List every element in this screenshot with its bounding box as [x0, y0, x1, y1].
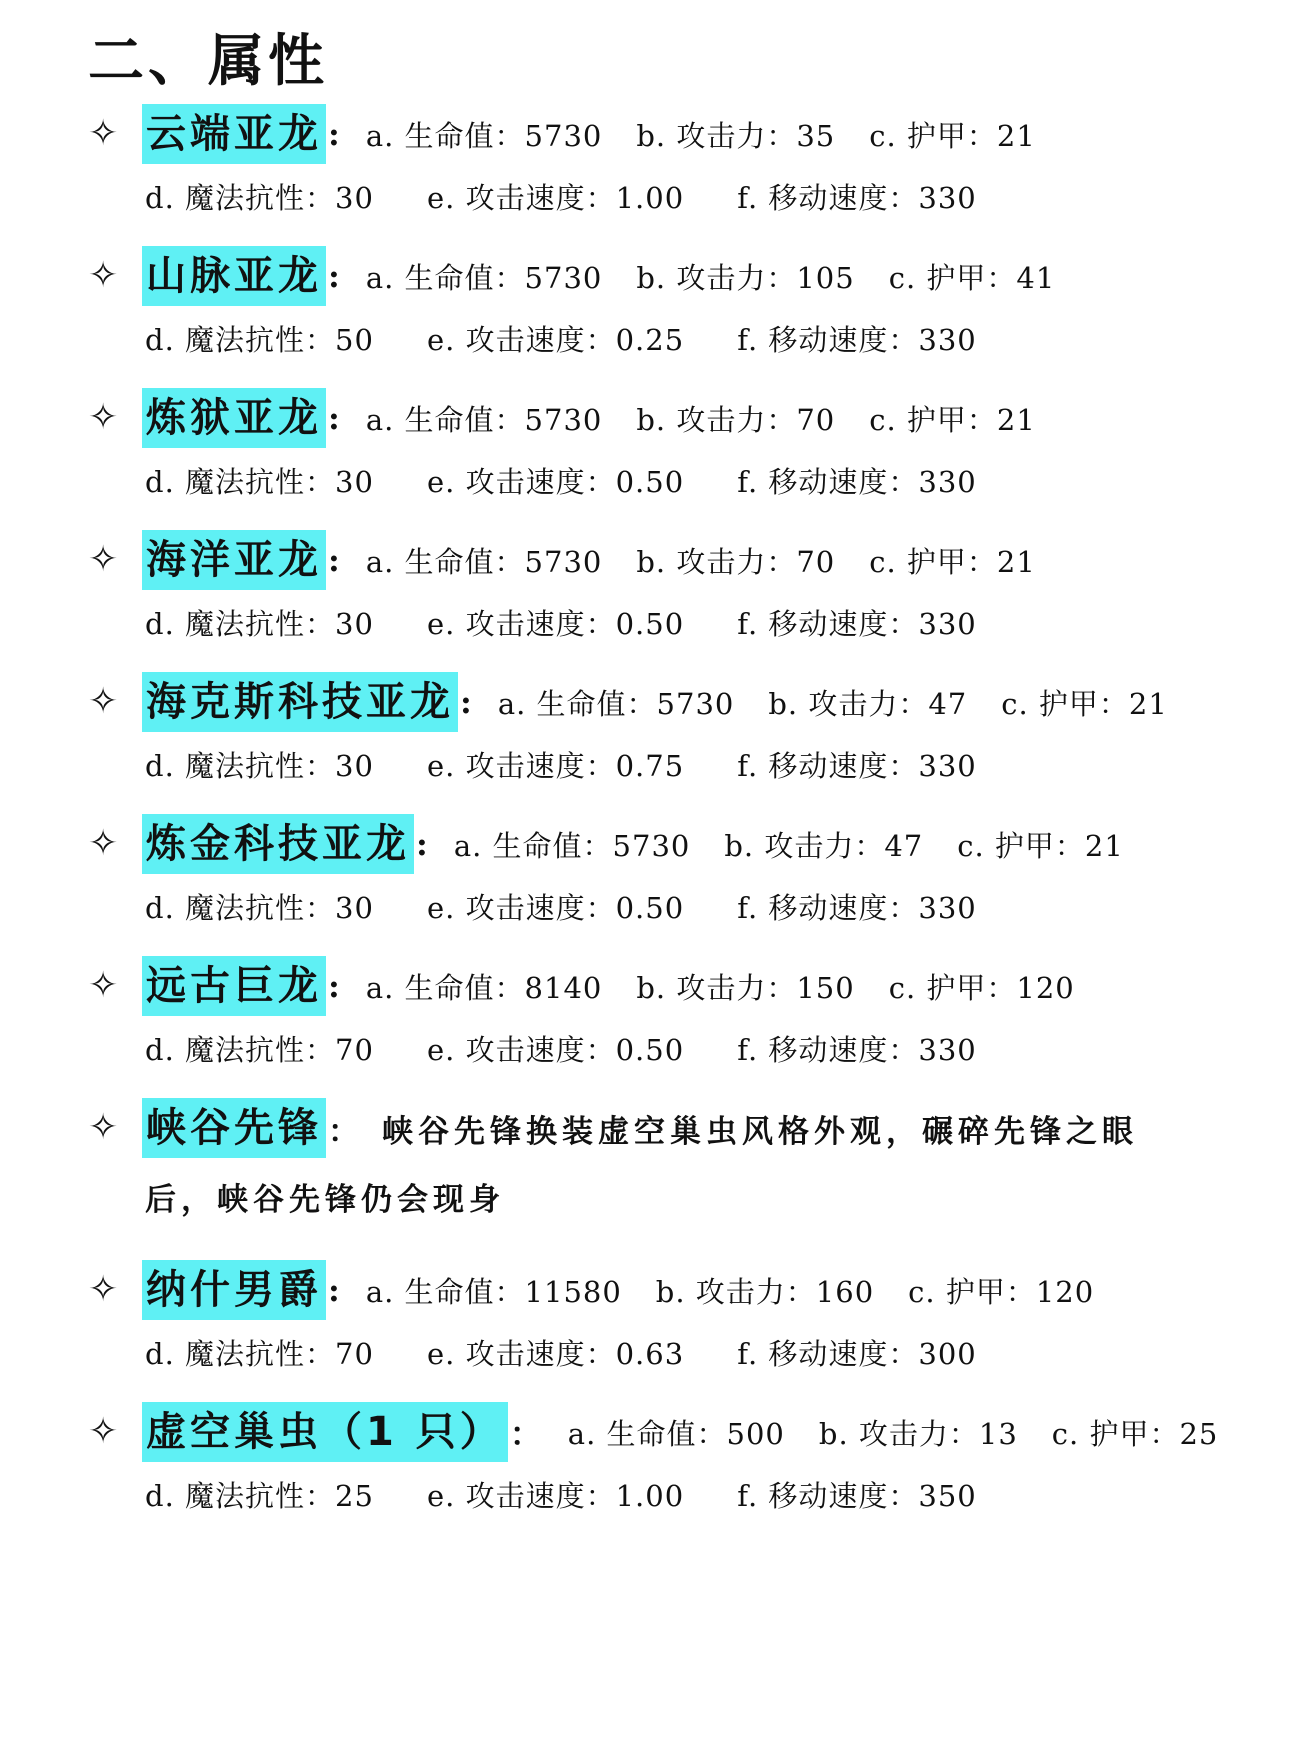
entry-line-1: [88, 1260, 1128, 1320]
monster-name: 远古巨龙: [142, 956, 326, 1016]
star-bullet-icon: ✧: [88, 255, 119, 296]
herald-description-line-2: 后，峡谷先锋仍会现身: [145, 1182, 505, 1218]
stat-attack-speed: e. 攻击速度：0.50: [427, 1033, 685, 1067]
stat-armor: c. 护甲：21: [1001, 686, 1168, 721]
stat-attack-speed: e. 攻击速度：0.50: [427, 465, 685, 499]
entry-line-2: [145, 176, 1025, 220]
monster-name: 海洋亚龙: [142, 530, 326, 590]
stat-attack: b. 攻击力：35: [636, 118, 836, 153]
entry-line-2: [145, 886, 1025, 930]
stat-hp: a. 生命值：500: [567, 1416, 785, 1451]
stat-attack-speed: e. 攻击速度：1.00: [427, 181, 685, 215]
stat-hp: a. 生命值：5730: [365, 402, 603, 437]
stat-armor: c. 护甲：25: [1051, 1416, 1219, 1451]
stat-move-speed: f. 移动速度：330: [737, 749, 977, 783]
monster-name: 海克斯科技亚龙: [142, 672, 458, 732]
colon: :: [328, 115, 340, 153]
stat-hp: a. 生命值：5730: [365, 118, 603, 153]
star-bullet-icon: ✧: [88, 681, 119, 722]
star-bullet-icon: ✧: [88, 539, 119, 580]
stat-magic-resist: d. 魔法抗性：30: [145, 891, 374, 925]
entry-line-2: [145, 318, 1025, 362]
stat-move-speed: f. 移动速度：330: [737, 181, 977, 215]
stat-attack: b. 攻击力：47: [724, 828, 924, 863]
stat-hp: a. 生命值：5730: [365, 544, 603, 579]
stat-move-speed: f. 移动速度：350: [737, 1479, 977, 1513]
stat-armor: c. 护甲：21: [869, 544, 1036, 579]
star-bullet-icon: ✧: [88, 397, 119, 438]
monster-name: 炼狱亚龙: [142, 388, 326, 448]
stat-armor: c. 护甲：21: [957, 828, 1124, 863]
stat-attack-speed: e. 攻击速度：0.50: [427, 607, 685, 641]
entry-line-1: [88, 388, 1070, 448]
stat-magic-resist: d. 魔法抗性：30: [145, 607, 374, 641]
star-bullet-icon: ✧: [88, 823, 119, 864]
stat-armor: c. 护甲：21: [869, 402, 1036, 437]
entry-line-1: [88, 814, 1158, 874]
colon: :: [328, 967, 340, 1005]
star-bullet-icon: ✧: [88, 1269, 119, 1310]
stat-attack: b. 攻击力：47: [768, 686, 968, 721]
stat-move-speed: f. 移动速度：330: [737, 323, 977, 357]
stat-attack-speed: e. 攻击速度：0.50: [427, 891, 685, 925]
stat-magic-resist: d. 魔法抗性：30: [145, 749, 374, 783]
stat-attack: b. 攻击力：13: [818, 1416, 1018, 1451]
colon: :: [328, 399, 340, 437]
star-bullet-icon: ✧: [88, 113, 119, 154]
monster-name: 峡谷先锋: [142, 1098, 326, 1158]
entry-line-1: [88, 672, 1202, 732]
stat-hp: a. 生命值：8140: [365, 970, 603, 1005]
entry-line-1: [88, 956, 1109, 1016]
stat-hp: a. 生命值：5730: [365, 260, 603, 295]
stat-magic-resist: d. 魔法抗性：30: [145, 181, 374, 215]
monster-name: 云端亚龙: [142, 104, 326, 164]
stat-magic-resist: d. 魔法抗性：70: [145, 1033, 374, 1067]
stat-move-speed: f. 移动速度：300: [737, 1337, 977, 1371]
colon: :: [328, 1271, 340, 1309]
colon: :: [328, 541, 340, 579]
monster-name: 炼金科技亚龙: [142, 814, 414, 874]
star-bullet-icon: ✧: [88, 1107, 119, 1148]
star-bullet-icon: ✧: [88, 1411, 119, 1452]
herald-description-line-1: 峡谷先锋换装虚空巢虫风格外观，碾碎先锋之眼: [382, 1113, 1138, 1150]
colon: :: [328, 257, 340, 295]
entry-line-1: [88, 530, 1070, 590]
stat-magic-resist: d. 魔法抗性：70: [145, 1337, 374, 1371]
stat-attack: b. 攻击力：150: [636, 970, 855, 1005]
entry-line-1: [88, 104, 1070, 164]
stat-magic-resist: d. 魔法抗性：30: [145, 465, 374, 499]
monster-name: 山脉亚龙: [142, 246, 326, 306]
stat-move-speed: f. 移动速度：330: [737, 607, 977, 641]
stat-attack: b. 攻击力：160: [655, 1274, 875, 1309]
entry-line-2: [145, 460, 1025, 504]
colon: ：: [509, 1415, 542, 1453]
monster-name: 纳什男爵: [142, 1260, 326, 1320]
stat-move-speed: f. 移动速度：330: [737, 891, 977, 925]
stat-move-speed: f. 移动速度：330: [737, 1033, 977, 1067]
stat-move-speed: f. 移动速度：330: [737, 465, 977, 499]
stat-armor: c. 护甲：41: [888, 260, 1056, 295]
stat-hp: a. 生命值：11580: [365, 1274, 622, 1309]
entry-line-1: [88, 246, 1089, 306]
star-bullet-icon: ✧: [88, 965, 119, 1006]
stat-hp: a. 生命值：5730: [453, 828, 691, 863]
colon: ：: [328, 1113, 364, 1150]
stat-attack-speed: e. 攻击速度：0.25: [427, 323, 685, 357]
stat-attack-speed: e. 攻击速度：0.75: [427, 749, 685, 783]
stat-magic-resist: d. 魔法抗性：25: [145, 1479, 374, 1513]
entry-line-2: [145, 1332, 1025, 1376]
section-title: 二、属性: [88, 29, 328, 94]
entry-line-1: [88, 1098, 1138, 1158]
stat-attack-speed: e. 攻击速度：0.63: [427, 1337, 685, 1371]
stat-armor: c. 护甲：120: [888, 970, 1075, 1005]
stat-attack: b. 攻击力：70: [636, 544, 836, 579]
stat-armor: c. 护甲：120: [908, 1274, 1095, 1309]
entry-line-2: [145, 1028, 1025, 1072]
stat-attack: b. 攻击力：105: [636, 260, 855, 295]
entry-line-2: [145, 1474, 1025, 1518]
monster-name: 虚空巢虫（1 只）: [142, 1402, 508, 1462]
stat-armor: c. 护甲：21: [869, 118, 1036, 153]
entry-line-1: [88, 1402, 1252, 1462]
entry-line-2: [145, 744, 1025, 788]
stat-attack-speed: e. 攻击速度：1.00: [427, 1479, 685, 1513]
entry-line-2: [145, 602, 1025, 646]
colon: :: [416, 825, 428, 863]
colon: :: [460, 683, 472, 721]
stat-attack: b. 攻击力：70: [636, 402, 836, 437]
stat-hp: a. 生命值：5730: [497, 686, 735, 721]
stat-magic-resist: d. 魔法抗性：50: [145, 323, 374, 357]
